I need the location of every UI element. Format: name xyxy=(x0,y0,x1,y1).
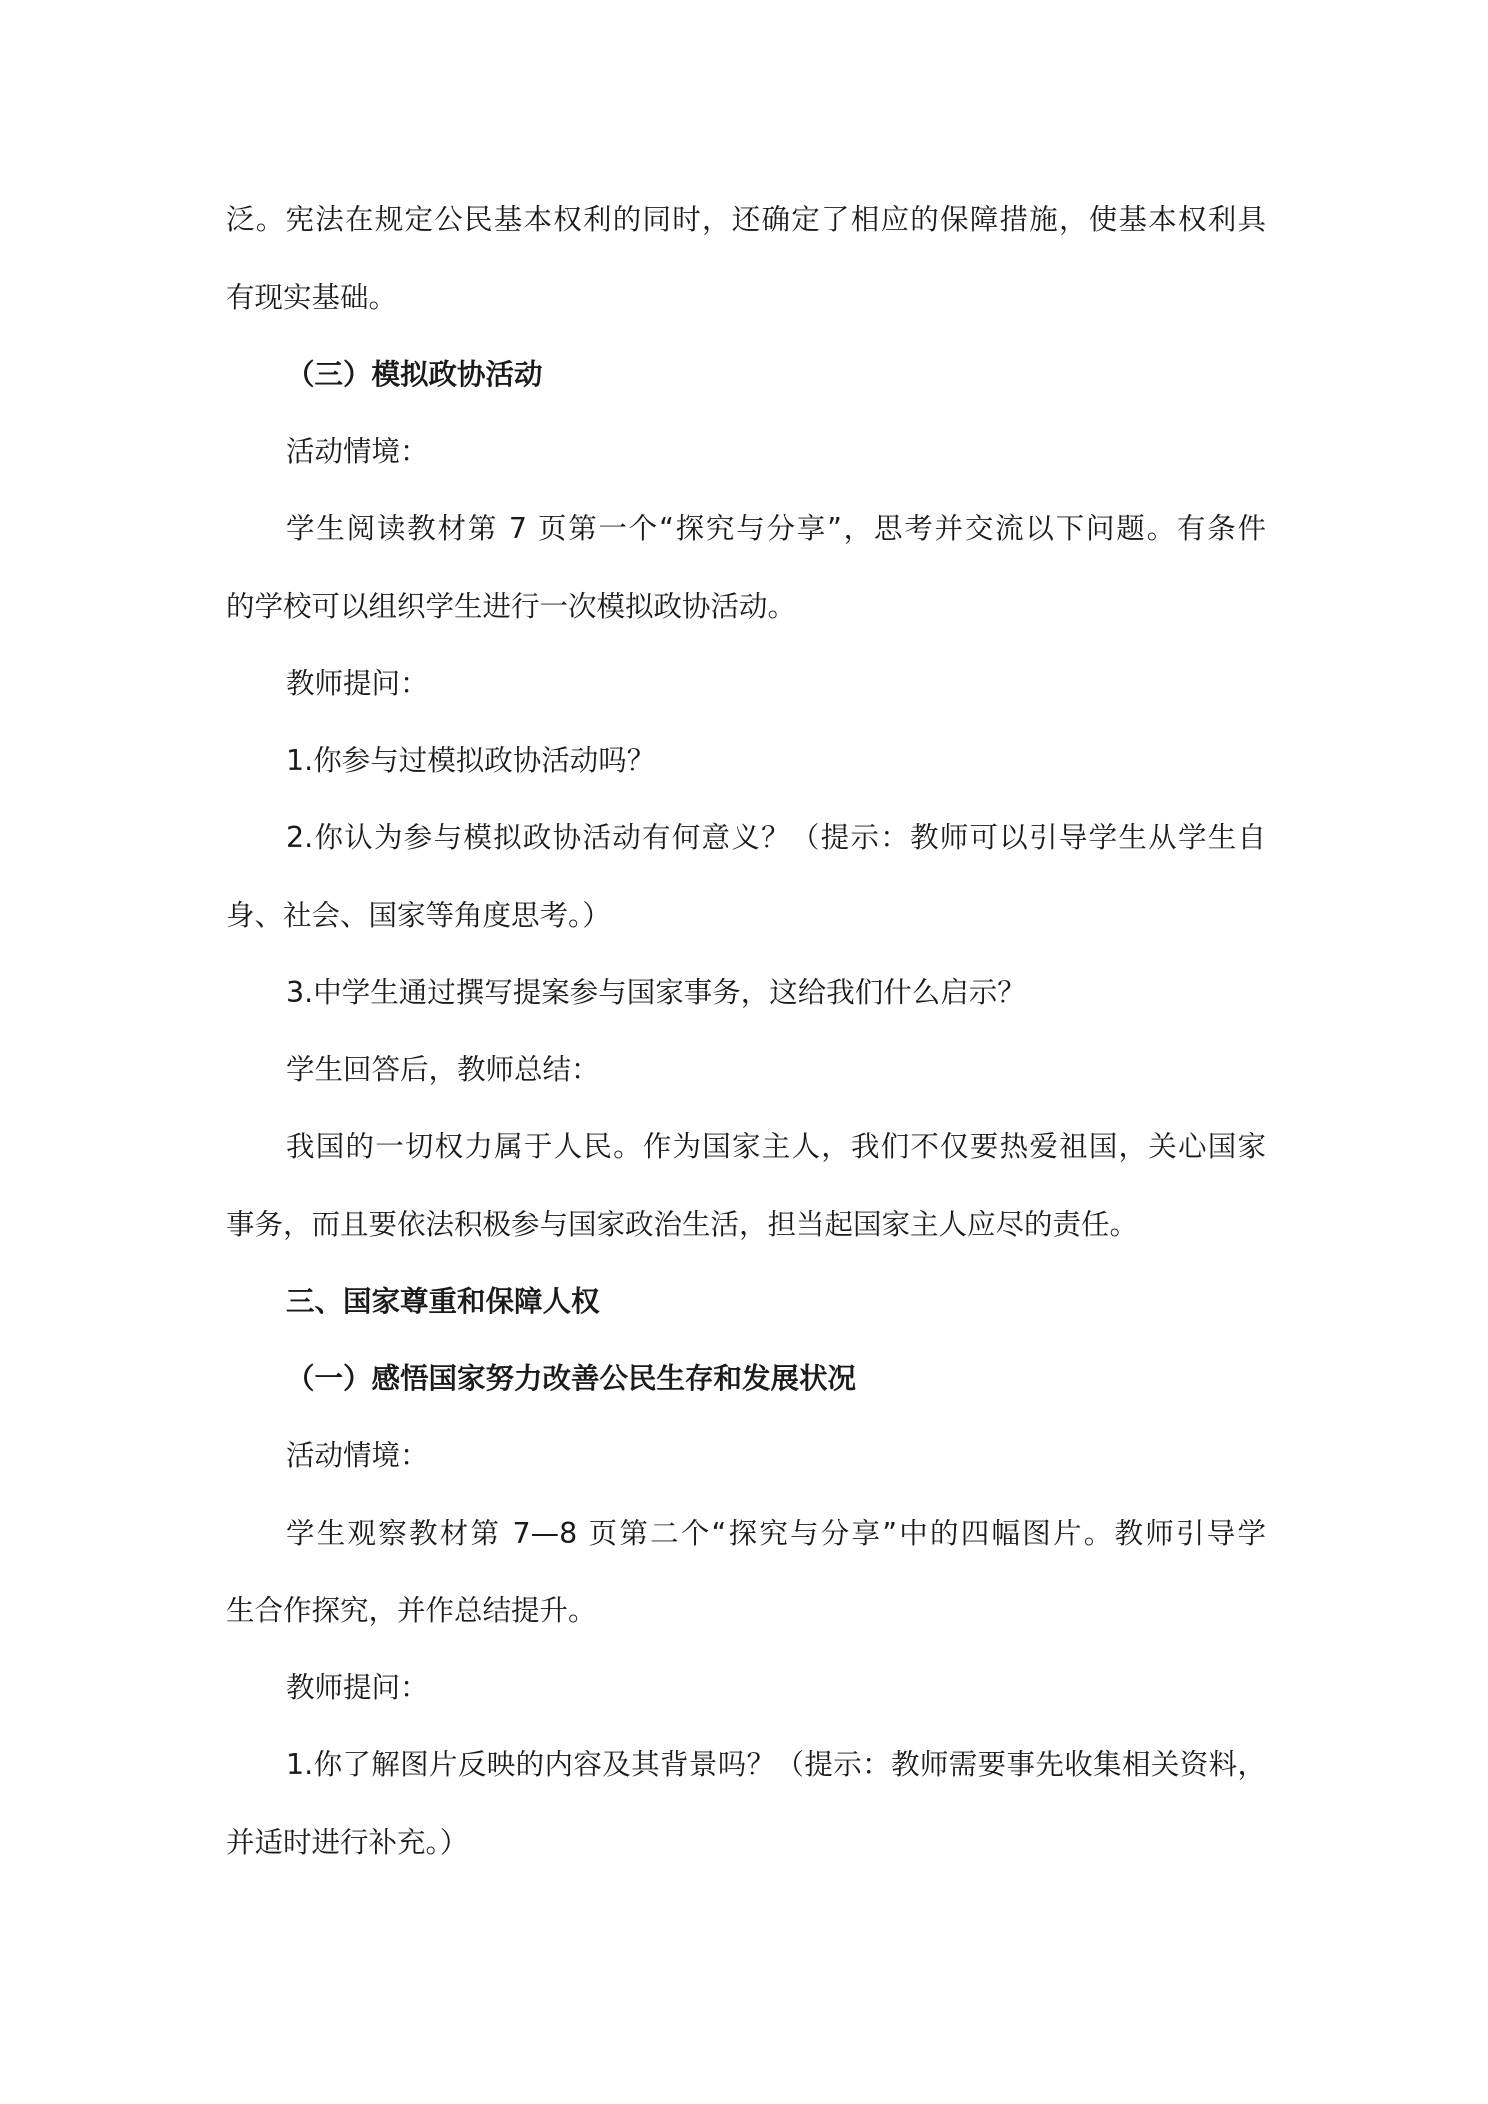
paragraph-line: 学生观察教材第 7—8 页第二个“探究与分享”中的四幅图片。教师引导学 xyxy=(286,1517,1266,1550)
paragraph-line: 事务，而且要依法积极参与国家政治生活，担当起国家主人应尽的责任。 xyxy=(226,1208,1139,1241)
paragraph-line: 1.你参与过模拟政协活动吗？ xyxy=(286,744,656,777)
paragraph-line: 有现实基础。 xyxy=(226,281,398,314)
paragraph-line: 身、社会、国家等角度思考。） xyxy=(226,899,611,932)
paragraph-line: 的学校可以组织学生进行一次模拟政协活动。 xyxy=(226,590,797,623)
section-heading: （三）模拟政协活动 xyxy=(286,358,543,391)
paragraph-line: 教师提问： xyxy=(286,1671,429,1704)
paragraph-line: 2.你认为参与模拟政协活动有何意义？（提示：教师可以引导学生从学生自 xyxy=(286,821,1266,854)
paragraph-line: 活动情境： xyxy=(286,435,429,468)
paragraph-line: 1.你了解图片反映的内容及其背景吗？（提示：教师需要事先收集相关资料， xyxy=(286,1748,1266,1781)
paragraph-line: 学生阅读教材第 7 页第一个“探究与分享”，思考并交流以下问题。有条件 xyxy=(286,512,1266,545)
paragraph-line: 活动情境： xyxy=(286,1439,429,1472)
section-heading: （一）感悟国家努力改善公民生存和发展状况 xyxy=(286,1362,857,1395)
paragraph-line: 学生回答后，教师总结： xyxy=(286,1053,600,1086)
paragraph-line: 我国的一切权力属于人民。作为国家主人，我们不仅要热爱祖国，关心国家 xyxy=(286,1130,1266,1163)
paragraph-line: 教师提问： xyxy=(286,667,429,700)
paragraph-line: 生合作探究，并作总结提升。 xyxy=(226,1594,597,1627)
paragraph-line: 泛。宪法在规定公民基本权利的同时，还确定了相应的保障措施，使基本权利具 xyxy=(226,203,1266,236)
section-heading: 三、国家尊重和保障人权 xyxy=(286,1285,600,1318)
paragraph-line: 3.中学生通过撰写提案参与国家事务，这给我们什么启示？ xyxy=(286,976,1026,1009)
paragraph-line: 并适时进行补充。） xyxy=(226,1826,469,1859)
